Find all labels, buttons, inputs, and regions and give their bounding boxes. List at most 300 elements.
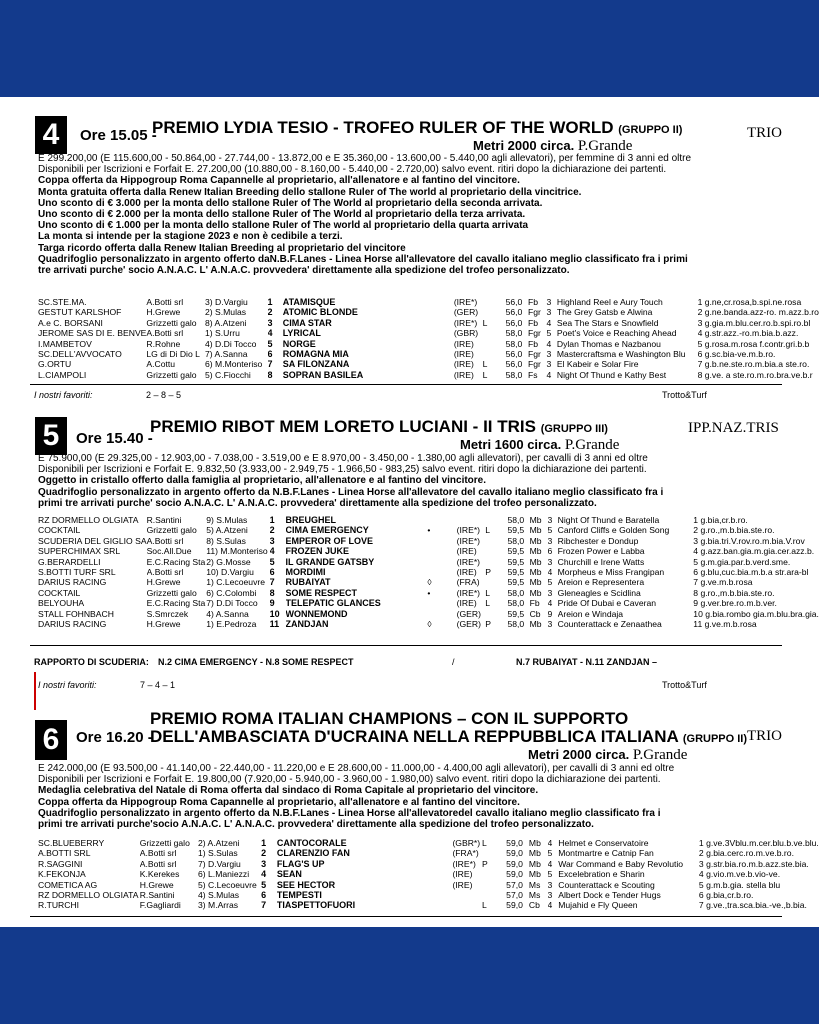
breeding: Albert Dock e Tender Hugs <box>558 890 661 901</box>
runner-row <box>38 297 819 307</box>
horse-name: EMPEROR OF LOVE <box>285 535 374 546</box>
equipment: L <box>485 587 490 598</box>
runner-number: 6 <box>267 349 273 360</box>
scuderia-pair-a: N.2 CIMA EMERGENCY - N.8 SOME RESPECT <box>158 657 354 667</box>
track-name: P.Grande <box>564 437 620 453</box>
runner-row <box>38 349 819 359</box>
colors: 9 g.ver.bre.ro.m.b.ver. <box>693 598 777 609</box>
condition-line: primi tre arrivati purche' socio A.N.A.C. L' A.N.A.C. provvedera' direttamente alla spedizione del trofeo personalizzato. <box>38 497 597 509</box>
sex-coat: Cb <box>528 900 540 911</box>
weight: 58,0 <box>505 328 523 339</box>
runner-number: 1 <box>261 838 267 848</box>
colors: 7 g.ve.m.b.rosa <box>693 577 753 588</box>
owner: A.BOTTI SRL <box>38 848 91 859</box>
origin: (IRE*) <box>453 317 478 328</box>
track-name: P.Grande <box>632 747 688 763</box>
jockey: 5) A.Atzeni <box>206 525 248 536</box>
origin <box>457 515 486 525</box>
horse-name: ATOMIC BLONDE <box>282 307 358 318</box>
weight: 59,5 <box>507 546 525 557</box>
sex-coat: Fgr <box>528 307 541 318</box>
horse-name: NORGE <box>282 338 316 349</box>
jockey: 11) M.Monteriso <box>206 546 268 557</box>
breeding: Counterattack e Scouting <box>558 879 655 890</box>
trainer: Grizzetti galo <box>146 587 197 598</box>
runner-number: 6 <box>269 567 275 578</box>
equipment <box>485 515 507 525</box>
race-distance: Metri 1600 circa. P.Grande <box>460 437 620 453</box>
age: 3 <box>546 359 552 370</box>
owner: I.MAMBETOV <box>38 338 92 349</box>
age: 3 <box>546 297 552 307</box>
colors: 11 g.ve.m.b.rosa <box>693 619 757 630</box>
weight: 59,5 <box>507 608 525 619</box>
jockey: 1) C.Lecoeuvre <box>206 577 266 588</box>
equipment: L <box>482 369 488 380</box>
age: 4 <box>547 567 553 578</box>
sex-coat: Mb <box>528 848 541 859</box>
trainer: Grizzetti galo <box>146 317 197 328</box>
jockey: 4) D.Di Tocco <box>205 338 257 349</box>
owner: A.e C. BORSANI <box>38 317 103 328</box>
horse-name: SA FILONZANA <box>282 359 350 370</box>
age: 5 <box>547 848 553 859</box>
weight: 58,0 <box>505 338 523 349</box>
condition-line: E 299.200,00 (E 115.600,00 - 50.864,00 - 27.744,00 - 13.872,00 e E 35.360,00 - 13.600,00 - 5.440,00 agli allevatori), per femmine di 3 anni ed oltre <box>38 153 692 164</box>
equipment: L <box>482 317 488 328</box>
stable-mark <box>424 339 454 349</box>
trainer: H.Grewe <box>139 879 174 890</box>
horse-name: SOME RESPECT <box>285 587 358 598</box>
sex-coat: Mb <box>529 515 542 525</box>
jockey: 8) A.Atzeni <box>205 317 247 328</box>
age: 4 <box>547 900 553 911</box>
owner: R.SAGGINI <box>38 858 83 869</box>
condition-line: Quadrifoglio personalizzato in argento offerto da N.B.F.Lanes - Linea Horse all'allevatoredel cavallo italiano meglio classificato fra i <box>38 807 661 819</box>
equipment: L <box>482 359 488 370</box>
colors: 10 g.bia.rombo gia.m.blu.bra.gia. <box>693 608 819 619</box>
trainer: E.C.Racing Sta <box>146 598 206 609</box>
weight: 59,0 <box>506 869 523 880</box>
runner-row <box>38 838 819 848</box>
sex-coat: Fgr <box>528 359 541 370</box>
race-time: Ore 16.20 - <box>76 729 153 746</box>
condition-line: Disponibili per Iscrizioni e Forfait E. 9.832,50 (3.933,00 - 2.949,75 - 1.966,50 - 983,25) salvo event. ritiri dopo la dichiarazione dei partenti. <box>38 464 647 476</box>
age: 3 <box>546 307 552 318</box>
breeding: Highland Reel e Aury Touch <box>556 297 663 307</box>
owner: SUPERCHIMAX SRL <box>38 546 121 557</box>
race-number-badge: 4 <box>35 116 67 154</box>
scuderia-label: RAPPORTO DI SCUDERIA: <box>34 657 149 667</box>
runner-number: 7 <box>269 577 275 588</box>
sex-coat: Mb <box>529 525 542 536</box>
equipment <box>485 557 507 567</box>
runner-number: 11 <box>269 619 280 630</box>
breeding: Gleneagles e Scidlina <box>557 587 641 598</box>
breeding: Morpheus e Miss Frangipan <box>557 567 665 578</box>
colors: 5 g.rosa.m.rosa f.contr.gri.b.b <box>697 338 810 349</box>
horse-name: FROZEN JUKE <box>285 546 350 557</box>
origin: (IRE) <box>456 598 477 609</box>
trainer: Grizzetti galo <box>139 838 190 848</box>
age: 5 <box>547 525 553 536</box>
trainer: R.Santini <box>146 515 182 525</box>
runner-row <box>38 339 819 349</box>
equipment: L <box>485 525 490 536</box>
stable-mark <box>421 838 452 848</box>
colors: 3 g.str.bia.ro.m.b.azz.ste.bia. <box>698 858 809 869</box>
runner-number: 4 <box>261 869 267 880</box>
trainer: A.Botti srl <box>146 297 184 307</box>
condition-line: Coppa offerta da Hippogroup Roma Capannelle al proprietario, all'allenatore e al fantino del vincitore. <box>38 175 520 187</box>
condition-line: Medaglia celebrativa del Natale di Roma offerta dal sindaco di Roma Capitale al proprietario del vincitore. <box>38 785 539 797</box>
runner-row <box>38 900 819 910</box>
jockey: 3) M.Arras <box>198 900 239 911</box>
origin: (IRE) <box>453 359 474 370</box>
origin: (GER) <box>453 307 479 318</box>
divider <box>30 384 782 385</box>
stable-mark <box>421 869 452 879</box>
horse-name: TELEPATIC GLANCES <box>285 598 381 609</box>
breeding: Dylan Thomas e Nazbanou <box>556 338 661 349</box>
sex-coat: Fgr <box>528 349 541 360</box>
breeding: El Kabeir e Solar Fire <box>556 359 639 370</box>
stable-mark <box>424 307 454 317</box>
owner: DARIUS RACING <box>38 619 107 630</box>
runner-number: 1 <box>267 297 273 307</box>
breeding: Night Of Thund e Kathy Best <box>556 369 667 380</box>
runner-number: 3 <box>267 317 273 328</box>
runner-number: 10 <box>269 608 280 619</box>
breeding: Excelebration e Sharin <box>558 869 645 880</box>
colors: 2 g.ne.banda.azz-ro. m.azz.b.ro <box>697 307 819 318</box>
equipment: P <box>482 858 488 869</box>
stable-mark <box>421 848 452 858</box>
equipment <box>482 869 506 879</box>
equipment: L <box>482 900 487 911</box>
owner: K.FEKONJA <box>38 869 86 880</box>
condition-line: tre arrivati purche' socio A.N.A.C. L' A.N.A.C. provvedera' direttamente alla spedizione del trofeo personalizzato. <box>38 265 570 277</box>
origin <box>452 900 482 910</box>
breeding: Areion e Windaja <box>557 608 624 619</box>
breeding: Canford Cliffs e Golden Song <box>557 525 670 536</box>
owner: JEROME SAS DI E. BENVE <box>38 328 147 339</box>
runner-row <box>38 546 819 556</box>
colors: 3 g.gia.m.blu.cer.ro.b.spi.ro.bl <box>697 317 811 328</box>
age: 4 <box>546 338 552 349</box>
owner: STALL FOHNBACH <box>38 608 114 619</box>
runner-row <box>38 859 819 869</box>
owner: COCKTAIL <box>38 587 81 598</box>
age: 3 <box>546 349 552 360</box>
sex-coat: Fs <box>528 369 538 380</box>
sex-coat: Mb <box>529 535 542 546</box>
trainer: A.Cottu <box>146 359 176 370</box>
runners-table <box>38 838 819 911</box>
horse-name: SOPRAN BASILEA <box>282 369 364 380</box>
race-number-badge: 6 <box>35 720 67 760</box>
runner-row <box>38 598 819 608</box>
runner-row <box>38 307 819 317</box>
age: 3 <box>547 515 553 525</box>
race-group: (GRUPPO II) <box>618 124 683 136</box>
divider <box>30 916 782 917</box>
jockey: 8) S.Sulas <box>206 535 246 546</box>
origin: (IRE*) <box>453 297 478 307</box>
age: 4 <box>547 858 553 869</box>
bet-type: IPP.NAZ.TRIS <box>688 420 779 436</box>
jockey: 4) S.Mulas <box>198 890 240 901</box>
red-margin-mark <box>34 672 36 710</box>
condition-line: Coppa offerta da Hippogroup Roma Capannelle al proprietario, all'allenatore e al fantino del vincitore. <box>38 796 520 808</box>
owner: RZ DORMELLO OLGIATA <box>38 515 139 525</box>
trainer: H.Grewe <box>146 307 181 318</box>
colors: 5 g.m.b.gia. stella blu <box>698 879 781 890</box>
divider <box>30 645 782 646</box>
stable-mark <box>421 890 452 900</box>
equipment <box>482 848 506 858</box>
condition-line: Quadrifoglio personalizzato in argento offerto daN.B.F.Lanes - Linea Horse all'allevatore del cavallo italiano meglio classificato fra i primi <box>38 253 688 265</box>
breeding: Night Of Thund e Baratella <box>557 515 660 525</box>
runner-row <box>38 880 819 890</box>
trainer: R.Rohne <box>146 338 181 349</box>
sex-coat: Ms <box>528 890 541 901</box>
favorites-value: 2 – 8 – 5 <box>146 390 182 400</box>
origin: (GER) <box>456 608 481 619</box>
jockey: 3) D.Vargiu <box>205 297 248 307</box>
weight: 58,0 <box>507 515 525 525</box>
stable-mark <box>424 328 454 338</box>
runner-number: 5 <box>267 338 273 349</box>
origin: (IRE*) <box>452 858 476 869</box>
owner: G.BERARDELLI <box>38 556 101 567</box>
trainer: E.C.Racing Sta <box>146 556 206 567</box>
owner: SC.DELL'AVVOCATO <box>38 349 122 360</box>
horse-name: TIASPETTOFUORI <box>276 900 356 911</box>
jockey: 1) S.Urru <box>205 328 240 339</box>
equipment <box>485 536 507 546</box>
runner-row <box>38 515 819 525</box>
sex-coat: Mb <box>529 587 542 598</box>
age: 4 <box>546 317 552 328</box>
equipment <box>482 880 506 890</box>
owner: G.ORTU <box>38 359 72 370</box>
jockey: 5) C.Lecoeuvre <box>198 879 257 890</box>
weight: 58,0 <box>507 598 525 609</box>
jockey: 6) C.Colombi <box>206 587 257 598</box>
colors: 8 g.ro.,m.b.bia.ste.ro. <box>693 587 775 598</box>
runner-row <box>38 848 819 858</box>
race-card-page <box>0 97 819 927</box>
trainer: F.Gagliardi <box>139 900 181 911</box>
favorites-label: I nostri favoriti: <box>38 680 97 690</box>
stable-mark <box>421 859 452 869</box>
runner-number: 2 <box>261 848 267 859</box>
condition-line: Targa ricordo offerta dalla Renew Italian Breeding al proprietario del vincitore <box>38 242 406 254</box>
stable-mark <box>424 349 454 359</box>
jockey: 2) A.Atzeni <box>198 838 240 848</box>
runner-number: 4 <box>267 328 273 339</box>
stable-mark <box>421 880 452 890</box>
owner: BELYOUHA <box>38 598 85 609</box>
owner: COMETICA AG <box>38 879 98 890</box>
runner-number: 3 <box>261 858 267 869</box>
horse-name: LYRICAL <box>282 328 321 339</box>
equipment <box>483 339 506 349</box>
trainer: A.Botti srl <box>139 848 177 859</box>
owner: SC.BLUEBERRY <box>38 838 105 848</box>
runner-number: 9 <box>269 598 275 609</box>
origin <box>452 890 482 900</box>
equipment <box>485 546 507 556</box>
age: 4 <box>547 838 553 848</box>
weight: 58,0 <box>507 587 525 598</box>
origin: (FRA) <box>456 577 480 588</box>
runner-row <box>38 318 819 328</box>
source-credit: Trotto&Turf <box>662 680 707 690</box>
horse-name: SEAN <box>276 869 302 880</box>
age: 5 <box>547 577 553 588</box>
runner-row <box>38 869 819 879</box>
age: 9 <box>547 608 553 619</box>
age: 4 <box>546 369 552 380</box>
weight: 59,5 <box>507 525 525 536</box>
owner: SCUDERIA DEL GIGLIO SA <box>38 535 147 546</box>
runner-number: 8 <box>269 587 275 598</box>
stable-mark <box>427 515 456 525</box>
horse-name: FLAG'S UP <box>276 858 325 869</box>
age: 3 <box>547 587 553 598</box>
age: 3 <box>547 535 553 546</box>
weight: 59,5 <box>507 567 525 578</box>
colors: 1 g.ve.3Vblu.m.cer.blu.b.ve.blu. <box>698 838 819 848</box>
jockey: 10) D.Vargiu <box>206 567 254 578</box>
horse-name: ATAMISQUE <box>282 297 336 307</box>
breeding: Montmartre e Catnip Fan <box>558 848 654 859</box>
origin: (FRA*) <box>452 848 479 859</box>
trainer: Grizzetti galo <box>146 369 197 380</box>
sex-coat: Mb <box>529 577 542 588</box>
trainer: A.Botti srl <box>139 858 177 869</box>
sex-coat: Mb <box>528 869 541 880</box>
stable-mark <box>424 370 454 380</box>
equipment: P <box>485 619 491 630</box>
race-distance: Metri 2000 circa. P.Grande <box>473 138 633 154</box>
bet-type: TRIO <box>747 125 782 141</box>
owner: SC.STE.MA. <box>38 297 87 307</box>
age: 5 <box>546 328 552 339</box>
weight: 56,0 <box>505 349 523 360</box>
owner: COCKTAIL <box>38 525 81 536</box>
origin: (IRE*) <box>456 525 481 536</box>
colors: 8 g.ve. a ste.ro.m.ro.bra.ve.b.r <box>697 369 813 380</box>
horse-name: ZANDJAN <box>285 619 329 630</box>
stable-mark <box>427 567 456 577</box>
stable-mark: • <box>427 525 431 536</box>
jockey: 7) D.Di Tocco <box>206 598 258 609</box>
stable-mark <box>424 359 454 369</box>
breeding: Ribchester e Dondup <box>557 535 639 546</box>
horse-name: CANTOCORALE <box>276 838 347 848</box>
runner-row <box>38 609 819 619</box>
favorites-value: 7 – 4 – 1 <box>140 680 176 690</box>
trainer: Soc.All.Due <box>146 546 192 557</box>
age: 3 <box>547 556 553 567</box>
trainer: S.Smrczek <box>146 608 189 619</box>
jockey: 7) D.Vargiu <box>198 858 241 869</box>
trainer: H.Grewe <box>146 619 181 630</box>
weight: 56,0 <box>505 297 523 307</box>
weight: 58,0 <box>507 535 525 546</box>
colors: 2 g.ro.,m.b.bia.ste.ro. <box>693 525 775 536</box>
condition-line: Disponibili per Iscrizioni e Forfait E. 27.200,00 (10.880,00 - 8.160,00 - 5.440,00 - 2.720,00) salvo event. ritiri dopo la dichiarazione dei partenti. <box>38 164 667 176</box>
origin: (IRE*) <box>456 587 481 598</box>
source-credit: Trotto&Turf <box>662 390 707 400</box>
condition-line: Uno sconto di € 3.000 per la monta dello stallone Ruler of The World al proprietario della seconda arrivata. <box>38 197 543 209</box>
track-name: P.Grande <box>577 138 633 154</box>
race-conditions <box>38 763 778 830</box>
colors: 4 g.vio.m.ve.b.vio-ve. <box>698 869 781 880</box>
race-conditions <box>38 453 778 509</box>
origin: (IRE*) <box>456 556 481 567</box>
trainer: A.Botti srl <box>146 328 184 339</box>
origin: (IRE) <box>456 546 477 557</box>
trainer: K.Kerekes <box>139 869 180 880</box>
colors: 3 g.bia.tri.V.rov.ro.m.bia.V.rov <box>693 535 805 546</box>
jockey: 9) S.Mulas <box>206 515 248 525</box>
owner: DARIUS RACING <box>38 577 107 588</box>
origin: (IRE) <box>453 369 474 380</box>
age: 5 <box>547 869 553 880</box>
trainer: A.Botti srl <box>146 535 184 546</box>
origin: (IRE) <box>453 349 474 360</box>
jockey: 1) E.Pedroza <box>206 619 257 630</box>
jockey: 5) C.Fiocchi <box>205 369 251 380</box>
equipment <box>485 577 507 587</box>
horse-name: RUBAIYAT <box>285 577 331 588</box>
equipment <box>483 328 506 338</box>
condition-line: E 75.900,00 (E 29.325,00 - 12.903,00 - 7.038,00 - 3.519,00 e E 8.970,00 - 3.450,00 - 1.380,00 agli allevatori), per cavalli di 3 anni ed oltre <box>38 453 648 464</box>
stable-mark <box>427 557 456 567</box>
sex-coat: Mb <box>528 858 541 869</box>
colors: 4 g.str.azz.-ro.m.bia.b.azz. <box>697 328 799 339</box>
age: 3 <box>547 619 553 630</box>
stable-mark <box>421 900 452 910</box>
race-title-line-2: DELL'AMBASCIATA D'UCRAINA NELLA REPPUBBLICA ITALIANA (GRUPPO II) <box>150 727 748 746</box>
stable-mark <box>427 609 456 619</box>
colors: 1 g.ne,cr.rosa,b.spi.ne.rosa <box>697 297 802 307</box>
breeding: Frozen Power e Labba <box>557 546 645 557</box>
race-number-badge: 5 <box>35 417 67 455</box>
equipment: L <box>485 598 490 609</box>
race-title: PREMIO RIBOT MEM LORETO LUCIANI - II TRIS (GRUPPO III) <box>150 417 608 436</box>
jockey: 6) L.Maniezzi <box>198 869 250 880</box>
colors: 4 g.azz.ban.gia.m.gia.cer.azz.b. <box>693 546 815 557</box>
runner-number: 5 <box>269 556 275 567</box>
colors: 6 g.bia,cr.b.ro. <box>698 890 754 901</box>
scuderia-pair-b: N.7 RUBAIYAT - N.11 ZANDJAN – <box>516 657 658 667</box>
owner: RZ DORMELLO OLGIATA <box>38 890 139 901</box>
weight: 59,0 <box>506 900 523 911</box>
sex-coat: Mb <box>529 619 542 630</box>
origin: (IRE) <box>456 567 477 578</box>
runner-row <box>38 577 819 587</box>
weight: 59,5 <box>507 556 525 567</box>
trainer: Grizzetti galo <box>146 525 197 536</box>
colors: 6 g.blu,cuc.bia.m.b.a str.ara-bl <box>693 567 809 578</box>
stable-mark <box>424 297 454 307</box>
trainer: R.Santini <box>139 890 175 901</box>
